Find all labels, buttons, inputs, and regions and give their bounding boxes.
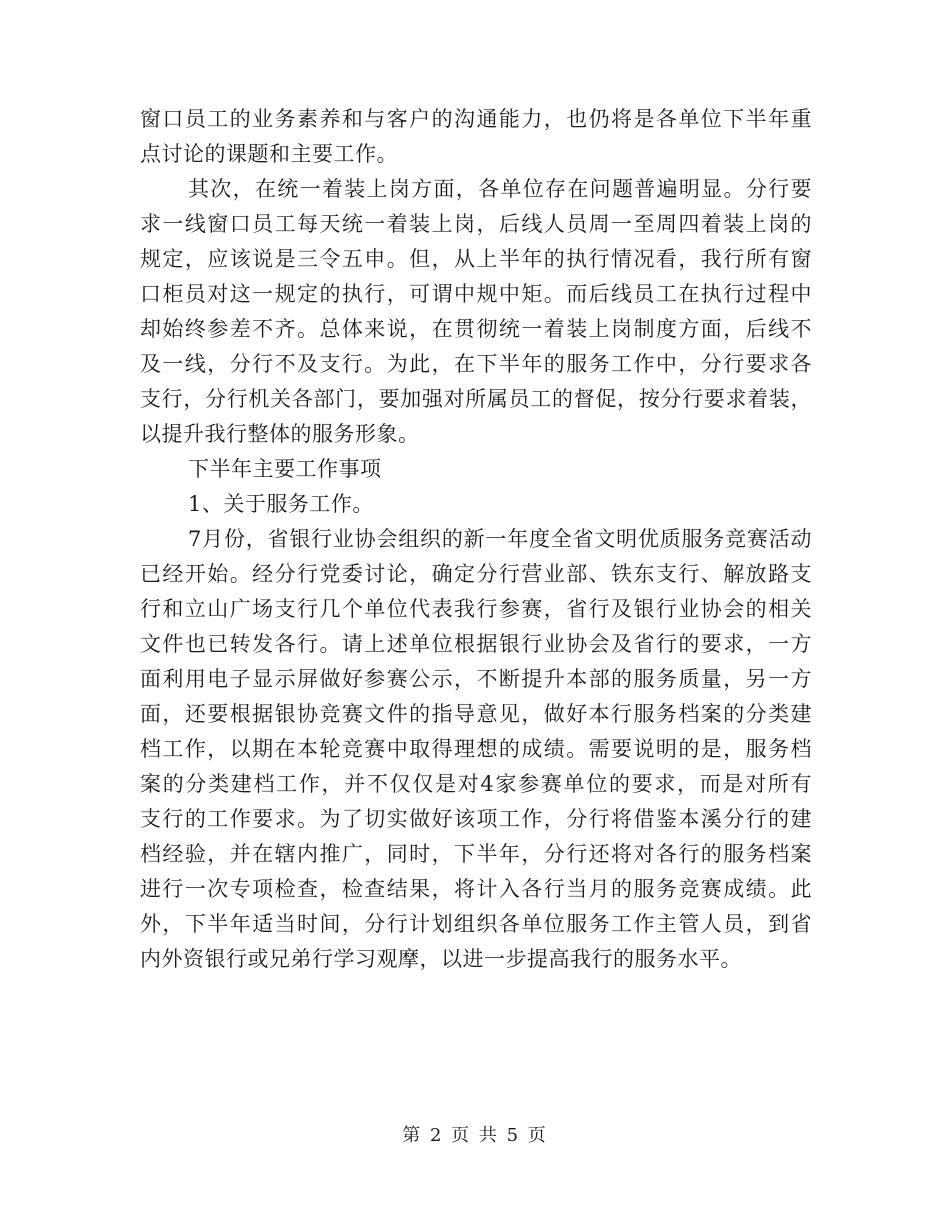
paragraph-3-line-9: 支行的工作要求。为了切实做好该项工作，分行将借鉴本溪分行的建	[140, 807, 812, 831]
paragraph-2-line-7: 支行，分行机关各部门，要加强对所属员工的督促，按分行要求着装，	[140, 387, 812, 411]
paragraph-2-line-8: 以提升我行整体的服务形象。	[140, 422, 420, 446]
paragraph-3-line-7: 档工作，以期在本轮竞赛中取得理想的成绩。需要说明的是，服务档	[140, 737, 812, 761]
paragraph-3-line-11: 进行一次专项检查，检查结果，将计入各行当月的服务竞赛成绩。此	[140, 877, 812, 901]
paragraph-1-line-2: 点讨论的课题和主要工作。	[140, 142, 398, 166]
paragraph-3-line-4: 文件也已转发各行。请上述单位根据银行业协会及省行的要求，一方	[140, 632, 812, 656]
list-item-1: 1、关于服务工作。	[188, 492, 374, 516]
paragraph-3-line-10: 档经验，并在辖内推广，同时，下半年，分行还将对各行的服务档案	[140, 842, 812, 866]
paragraph-3-line-12: 外，下半年适当时间，分行计划组织各单位服务工作主管人员，到省	[140, 912, 812, 936]
paragraph-3-line-1: 7月份，省银行业协会组织的新一年度全省文明优质服务竞赛活动	[188, 527, 812, 551]
paragraph-3-line-13: 内外资银行或兄弟行学习观摩，以进一步提高我行的服务水平。	[140, 947, 742, 971]
paragraph-2-line-2: 求一线窗口员工每天统一着装上岗，后线人员周一至周四着装上岗的	[140, 212, 812, 236]
paragraph-3-line-2: 已经开始。经分行党委讨论，确定分行营业部、铁东支行、解放路支	[140, 562, 812, 586]
section-heading: 下半年主要工作事项	[188, 457, 382, 481]
paragraph-3-line-8: 案的分类建档工作，并不仅仅是对4家参赛单位的要求，而是对所有	[140, 772, 812, 796]
paragraph-3-line-3: 行和立山广场支行几个单位代表我行参赛，省行及银行业协会的相关	[140, 597, 812, 621]
page-number-footer: 第 2 页 共 5 页	[402, 1125, 548, 1146]
paragraph-2-line-6: 及一线，分行不及支行。为此，在下半年的服务工作中，分行要求各	[140, 352, 812, 376]
document-body	[140, 102, 812, 977]
paragraph-2-line-5: 却始终参差不齐。总体来说，在贯彻统一着装上岗制度方面，后线不	[140, 317, 812, 341]
paragraph-3-line-6: 面，还要根据银协竞赛文件的指导意见，做好本行服务档案的分类建	[140, 702, 812, 726]
paragraph-2-line-1: 其次，在统一着装上岗方面，各单位存在问题普遍明显。分行要	[188, 177, 812, 201]
paragraph-2-line-3: 规定，应该说是三令五申。但，从上半年的执行情况看，我行所有窗	[140, 247, 812, 271]
paragraph-3-line-5: 面利用电子显示屏做好参赛公示，不断提升本部的服务质量，另一方	[140, 667, 812, 691]
paragraph-1-line-1: 窗口员工的业务素养和与客户的沟通能力，也仍将是各单位下半年重	[140, 107, 812, 131]
paragraph-2-line-4: 口柜员对这一规定的执行，可谓中规中矩。而后线员工在执行过程中	[140, 282, 812, 306]
